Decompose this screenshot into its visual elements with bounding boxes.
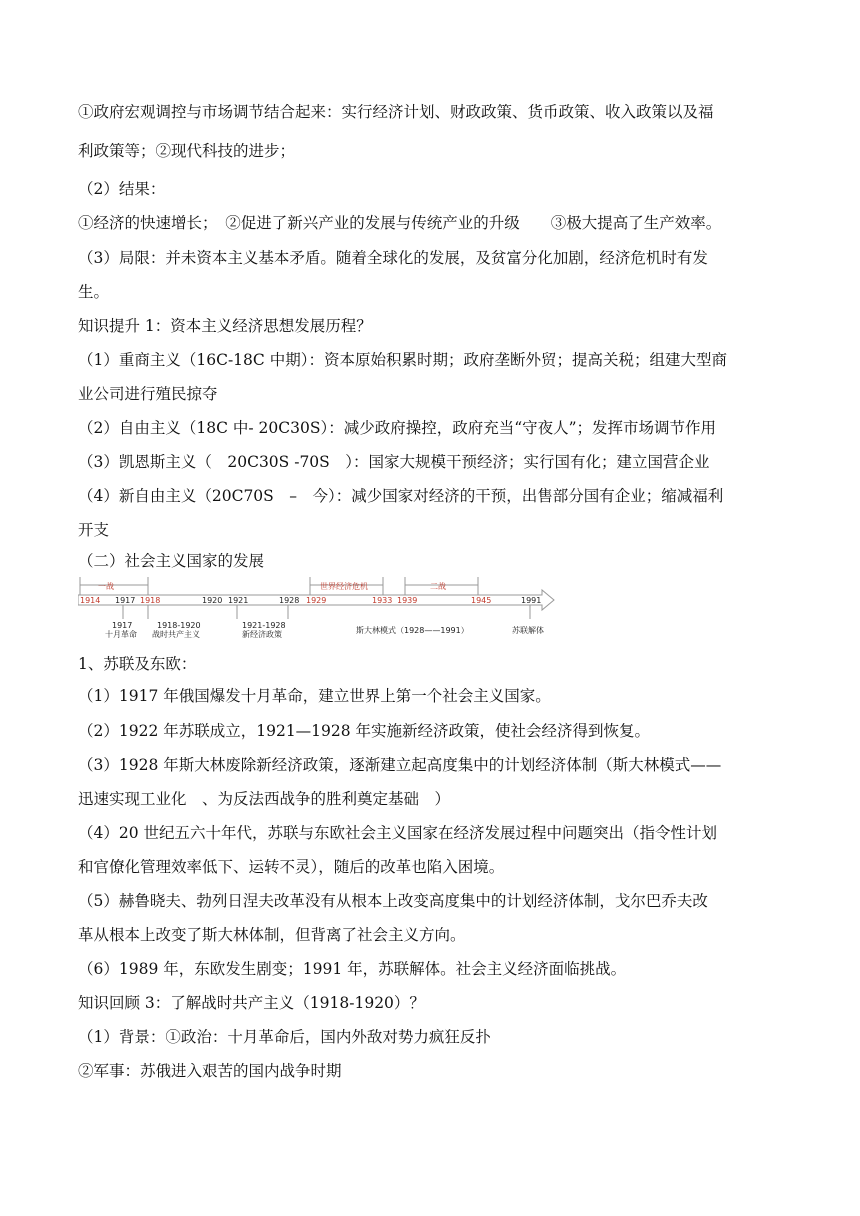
text-line: 开支 — [78, 521, 110, 539]
text-line: 利政策等；②现代科技的进步； — [78, 142, 296, 160]
text-line: （4）新自由主义（20C70S – 今）：减少国家对经济的干预，出售部分国有企业；缩减福利 — [78, 487, 724, 505]
section-heading: 知识提升 1：资本主义经济思想发展历程？ — [78, 317, 372, 335]
text-line: （2）自由主义（18C 中- 20C30S）：减少政府操控，政府充当“守夜人”；发挥市场调节作用 — [78, 419, 717, 437]
timeline-year: 1914 — [80, 596, 101, 605]
timeline-note-year: 1921-1928 — [242, 621, 286, 630]
timeline-note-text: 新经济政策 — [242, 630, 282, 639]
section-heading: （二）社会主义国家的发展 — [78, 552, 265, 570]
timeline-year: 1939 — [397, 596, 418, 605]
text-line: （1）1917 年俄国爆发十月革命，建立世界上第一个社会主义国家。 — [78, 687, 551, 705]
text-line: （6）1989 年，东欧发生剧变；1991 年，苏联解体。社会主义经济面临挑战。 — [78, 960, 627, 978]
text-line: （3）局限：并未资本主义基本矛盾。随着全球化的发展，及贫富分化加剧，经济危机时有发 — [78, 249, 708, 267]
timeline-year: 1918 — [140, 596, 161, 605]
text-line: （2）结果： — [78, 180, 166, 198]
timeline-year: 1921 — [228, 596, 249, 605]
text-line: （4）20 世纪五六十年代，苏联与东欧社会主义国家在经济发展过程中问题突出（指令性计划 — [78, 824, 718, 842]
ussr-dissolution-label: 苏联解体 — [512, 626, 544, 635]
text-line: 革从根本上改变了斯大林体制，但背离了社会主义方向。 — [78, 926, 466, 944]
text-line: ①政府宏观调控与市场调节结合起来：实行经济计划、财政政策、货币政策、收入政策以及福 — [78, 103, 714, 121]
band-label: 一战 — [98, 582, 114, 591]
text-line: 业公司进行殖民掠夺 — [78, 385, 218, 403]
timeline-year: 1945 — [471, 596, 492, 605]
timeline-note-year: 1918-1920 — [157, 621, 201, 630]
timeline-note-year: 1917 — [112, 621, 133, 630]
section-heading: 知识回顾 3：了解战时共产主义（1918-1920）？ — [78, 994, 425, 1012]
timeline-note-text: 十月革命 — [105, 630, 137, 639]
timeline-figure — [78, 575, 558, 641]
timeline-year: 1991 — [521, 596, 542, 605]
section-heading: 1、苏联及东欧： — [78, 655, 197, 673]
timeline-note-text: 战时共产主义 — [152, 630, 200, 639]
timeline-year: 1917 — [115, 596, 136, 605]
stalin-model-label: 斯大林模式（1928——1991） — [356, 626, 469, 635]
text-line: （3）凯恩斯主义（ 20C30S -70S ）：国家大规模干预经济；实行国有化；建立国营企业 — [78, 453, 710, 471]
timeline-year: 1933 — [372, 596, 393, 605]
text-line: 生。 — [78, 283, 110, 301]
text-line: （1）背景：①政治：十月革命后，国内外敌对势力疯狂反扑 — [78, 1028, 491, 1046]
text-line: ②军事：苏俄进入艰苦的国内战争时期 — [78, 1062, 342, 1080]
text-line: 和官僚化管理效率低下、运转不灵），随后的改革也陷入困境。 — [78, 858, 505, 876]
timeline-svg — [78, 575, 558, 641]
text-line: （2）1922 年苏联成立，1921—1928 年实施新经济政策，使社会经济得到恢复。 — [78, 722, 651, 740]
band-label: 二战 — [430, 582, 446, 591]
band-label: 世界经济危机 — [320, 582, 368, 591]
text-line: 迅速实现工业化 、为反法西战争的胜利奠定基础 ） — [78, 790, 451, 808]
text-line: ①经济的快速增长； ②促进了新兴产业的发展与传统产业的升级 ③极大提高了生产效率。 — [78, 214, 722, 232]
timeline-year: 1928 — [279, 596, 300, 605]
timeline-year: 1929 — [306, 596, 327, 605]
text-line: （1）重商主义（16C-18C 中期）：资本原始积累时期；政府垄断外贸；提高关税；组建大型商 — [78, 351, 727, 369]
text-line: （3）1928 年斯大林废除新经济政策，逐渐建立起高度集中的计划经济体制（斯大林模式—— — [78, 756, 722, 774]
text-line: （5）赫鲁晓夫、勃列日涅夫改革没有从根本上改变高度集中的计划经济体制，戈尔巴乔夫改 — [78, 892, 708, 910]
timeline-year: 1920 — [202, 596, 223, 605]
